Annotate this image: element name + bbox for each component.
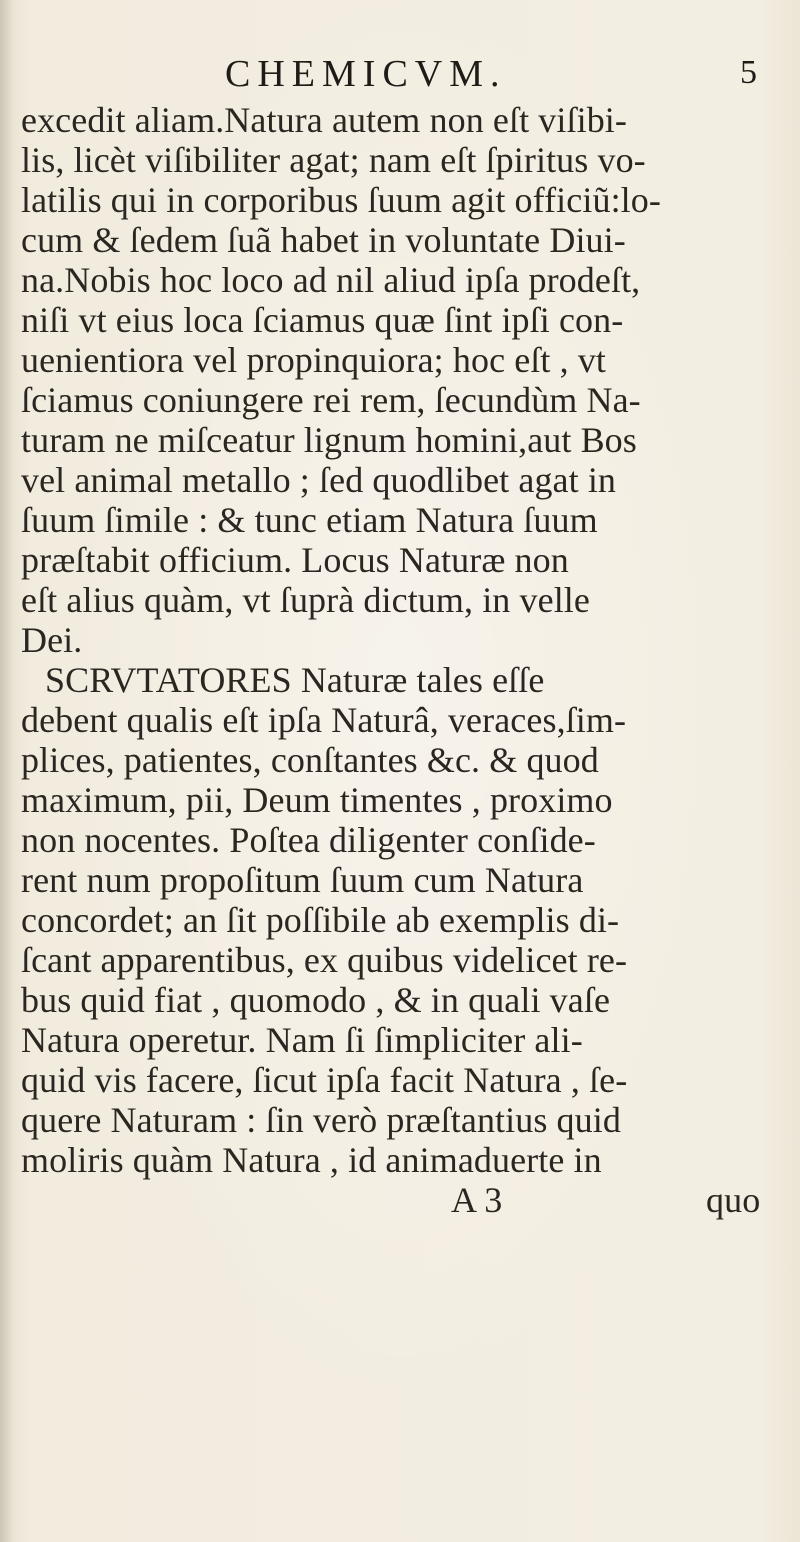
spine-shadow <box>0 0 14 1542</box>
text-line: maximum, pii, Deum timentes , proximo <box>21 780 613 820</box>
text-line: Natura operetur. Nam ſi ſimpliciter ali- <box>21 1020 583 1060</box>
page-number: 5 <box>740 54 757 91</box>
signature-mark: A 3 <box>451 1180 503 1220</box>
text-line: moliris quàm Natura , id animaduerte in <box>21 1140 602 1180</box>
text-block <box>21 100 789 1220</box>
text-line: plices, patientes, conſtantes &c. & quod <box>21 740 599 780</box>
text-line: uenientiora vel propinquiora; hoc eſt , vt <box>21 340 607 380</box>
text-line: lis, licèt viſibiliter agat; nam eſt ſpiritus vo- <box>21 140 646 180</box>
running-head: CHEMICVM. <box>225 53 507 95</box>
text-line: ſcant apparentibus, ex quibus videlicet re- <box>21 940 628 980</box>
text-line: niſi vt eius loca ſciamus quæ ſint ipſi con- <box>21 300 624 340</box>
page-header <box>0 52 800 102</box>
text-line: turam ne miſceatur lignum homini,aut Bos <box>21 420 637 460</box>
text-line: concordet; an ſit poſſibile ab exemplis di- <box>21 900 620 940</box>
text-line: debent qualis eſt ipſa Naturâ, veraces,ſim- <box>21 700 627 740</box>
text-line: quere Naturam : ſin verò præſtantius quid <box>21 1100 621 1140</box>
footer-line <box>21 1180 789 1220</box>
paragraph-start-line: SCRVTATORES Naturæ tales eſſe <box>45 660 545 700</box>
text-line: Dei. <box>21 620 83 660</box>
text-line: cum & ſedem ſuã habet in voluntate Diui- <box>21 220 626 260</box>
text-line: excedit aliam.Natura autem non eſt viſibi- <box>21 100 627 140</box>
catchword: quo <box>706 1180 761 1220</box>
text-line: vel animal metallo ; ſed quodlibet agat in <box>21 460 617 500</box>
text-line: quid vis facere, ſicut ipſa facit Natura , ſe- <box>21 1060 628 1100</box>
text-line: ſuum ſimile : & tunc etiam Natura ſuum <box>21 500 598 540</box>
text-line: ſciamus coniungere rei rem, ſecundùm Na- <box>21 380 641 420</box>
text-line: non nocentes. Poſtea diligenter conſide- <box>21 820 596 860</box>
text-line: eſt alius quàm, vt ſuprà dictum, in velle <box>21 580 590 620</box>
text-line: bus quid fiat , quomodo , & in quali vaſe <box>21 980 611 1020</box>
text-line: rent num propoſitum ſuum cum Natura <box>21 860 584 900</box>
text-line: na.Nobis hoc loco ad nil aliud ipſa prodeſt, <box>21 260 641 300</box>
text-line: præſtabit officium. Locus Naturæ non <box>21 540 569 580</box>
text-line: latilis qui in corporibus ſuum agit officiũ:lo- <box>21 180 661 220</box>
